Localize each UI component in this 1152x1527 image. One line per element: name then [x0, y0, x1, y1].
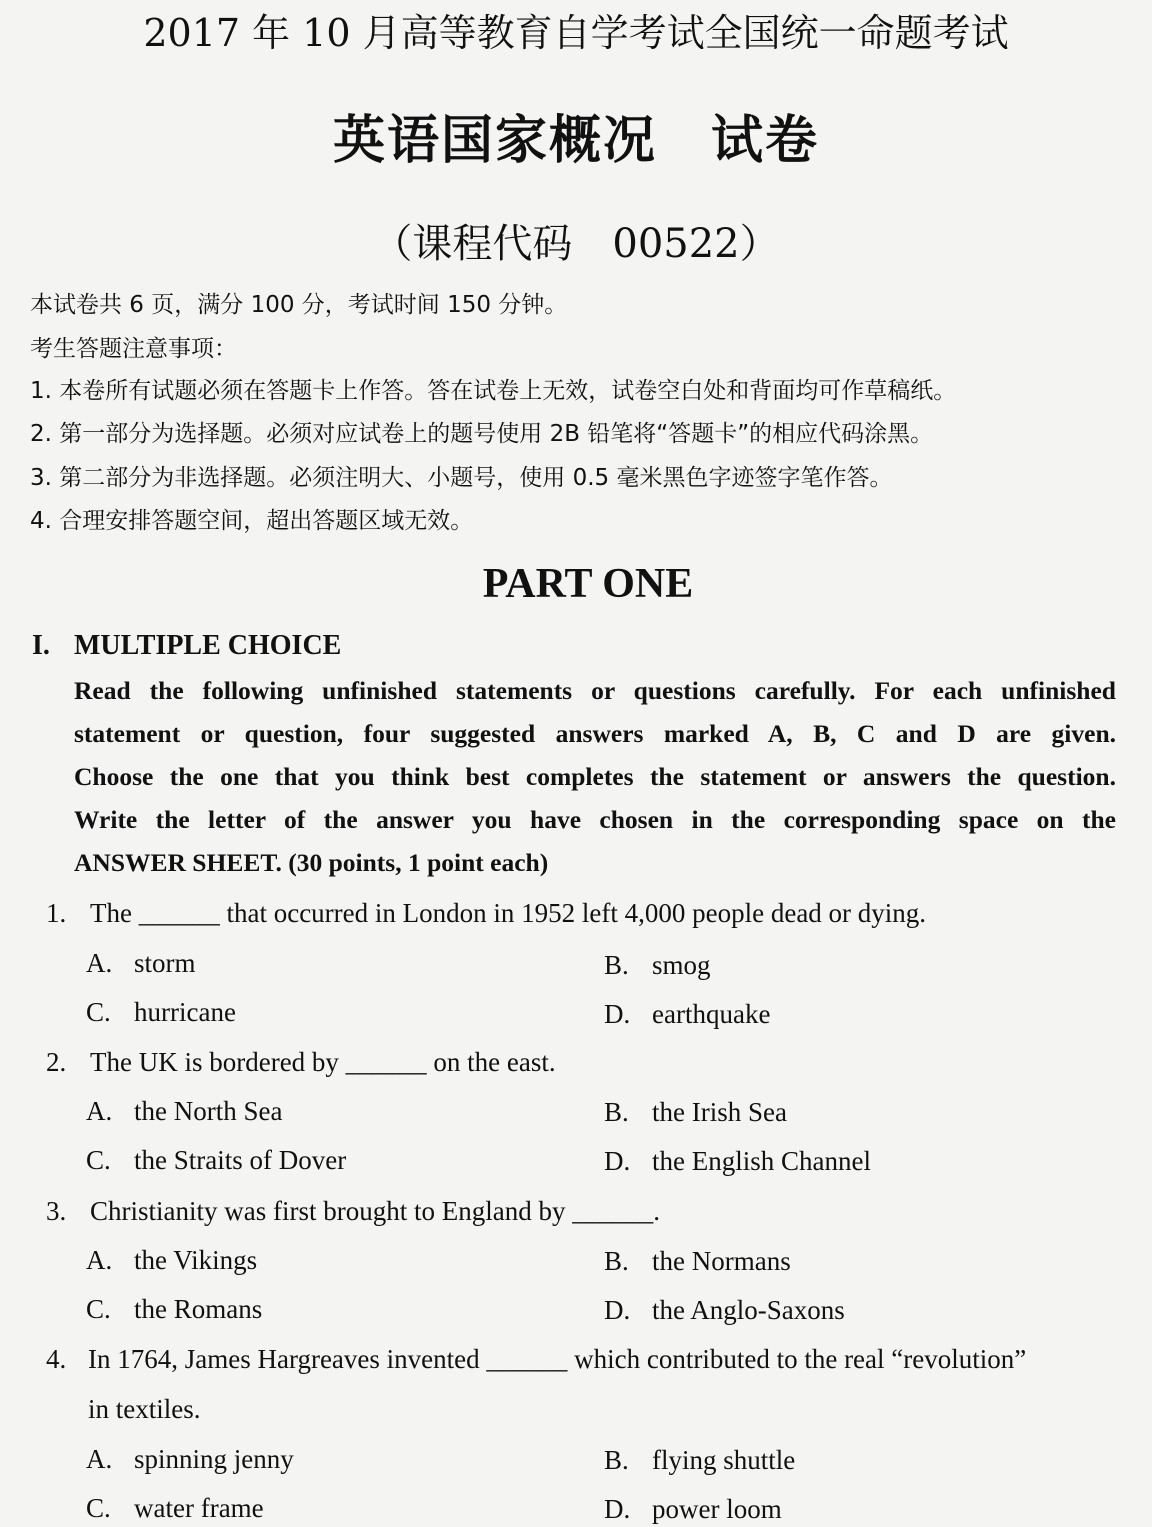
option-c: [86, 1145, 346, 1176]
question-text: In 1764, James Hargreaves invented ______ which contributed to the real “revolution”: [88, 1344, 1027, 1374]
section-number: I.: [32, 630, 50, 661]
option-letter: C.: [86, 1294, 111, 1324]
option-b: [604, 1097, 787, 1128]
option-text: spinning jenny: [134, 1444, 294, 1474]
option-text: the Straits of Dover: [134, 1145, 347, 1175]
section-title: MULTIPLE CHOICE: [74, 630, 342, 661]
notes-heading: 考生答题注意事项：: [30, 336, 237, 362]
option-text: the English Channel: [652, 1146, 871, 1176]
instruction-line: Read the following unfinished statements or questions carefully. For each unfinished: [74, 676, 1116, 705]
option-text: smog: [652, 950, 711, 980]
option-text: power loom: [652, 1494, 782, 1524]
option-b: [604, 1246, 791, 1277]
option-text: storm: [134, 948, 196, 978]
option-a: [86, 1096, 282, 1127]
option-text: the Irish Sea: [652, 1097, 787, 1127]
question-number: 2.: [46, 1047, 67, 1077]
option-letter: D.: [604, 1494, 631, 1524]
option-text: the Romans: [134, 1294, 263, 1324]
question-text-continued: in textiles.: [88, 1394, 201, 1424]
instruction-line: Write the letter of the answer you have chosen in the corresponding space on the: [74, 805, 1116, 834]
instruction-line: ANSWER SHEET. (30 points, 1 point each): [74, 848, 549, 877]
option-c: [86, 1493, 264, 1524]
option-a: [86, 1444, 294, 1475]
note-item-2: 2. 第一部分为选择题。必须对应试卷上的题号使用 2B 铅笔将“答题卡”的相应代码涂黑。: [30, 421, 934, 447]
course-code: （课程代码 00522）: [372, 221, 780, 267]
option-letter: D.: [604, 1146, 631, 1176]
option-text: the Normans: [652, 1246, 791, 1276]
option-letter: C.: [86, 1493, 111, 1523]
note-item-3: 3. 第二部分为非选择题。必须注明大、小题号，使用 0.5 毫米黑色字迹签字笔作答。: [30, 465, 893, 491]
instruction-line: statement or question, four suggested answers marked A, B, C and D are given.: [74, 719, 1116, 748]
option-letter: B.: [604, 950, 629, 980]
option-text: flying shuttle: [652, 1445, 796, 1475]
paper-title: 英语国家概况 试卷: [332, 110, 819, 171]
option-letter: C.: [86, 1145, 111, 1175]
option-text: the North Sea: [134, 1096, 283, 1126]
note-item-1: 1. 本卷所有试题必须在答题卡上作答。答在试卷上无效，试卷空白处和背面均可作草稿纸。: [30, 378, 957, 404]
option-letter: A.: [86, 1444, 113, 1474]
option-d: [604, 1146, 871, 1177]
option-text: hurricane: [134, 997, 236, 1027]
option-b: [604, 950, 711, 981]
section-heading: [32, 630, 341, 662]
option-c: [86, 997, 236, 1028]
option-a: [86, 948, 196, 979]
option-letter: C.: [86, 997, 111, 1027]
option-a: [86, 1245, 257, 1276]
question-number: 1.: [46, 898, 67, 928]
question-text: Christianity was first brought to England by ______.: [90, 1196, 660, 1226]
question-text: The UK is bordered by ______ on the east.: [90, 1047, 556, 1077]
option-d: [604, 1494, 782, 1525]
option-text: water frame: [134, 1493, 264, 1523]
question-number: 3.: [46, 1196, 67, 1226]
question-number: 4.: [46, 1344, 67, 1374]
option-letter: B.: [604, 1445, 629, 1475]
option-letter: A.: [86, 948, 113, 978]
question-text: The ______ that occurred in London in 1952 left 4,000 people dead or dying.: [90, 898, 927, 928]
note-item-4: 4. 合理安排答题空间，超出答题区域无效。: [30, 508, 474, 534]
instruction-line: Choose the one that you think best completes the statement or answers the question.: [74, 762, 1116, 791]
option-letter: D.: [604, 1295, 631, 1325]
option-b: [604, 1445, 795, 1476]
option-text: earthquake: [652, 999, 771, 1029]
exam-title: 2017 年 10 月高等教育自学考试全国统一命题考试: [143, 11, 1009, 55]
option-letter: A.: [86, 1096, 113, 1126]
option-letter: B.: [604, 1246, 629, 1276]
part-title: PART ONE: [482, 561, 694, 607]
option-text: the Vikings: [134, 1245, 258, 1275]
option-text: the Anglo-Saxons: [652, 1295, 845, 1325]
option-d: [604, 1295, 845, 1326]
option-letter: A.: [86, 1245, 113, 1275]
option-d: [604, 999, 770, 1030]
option-letter: D.: [604, 999, 631, 1029]
exam-intro: 本试卷共 6 页，满分 100 分，考试时间 150 分钟。: [30, 292, 568, 318]
option-letter: B.: [604, 1097, 629, 1127]
option-c: [86, 1294, 262, 1325]
